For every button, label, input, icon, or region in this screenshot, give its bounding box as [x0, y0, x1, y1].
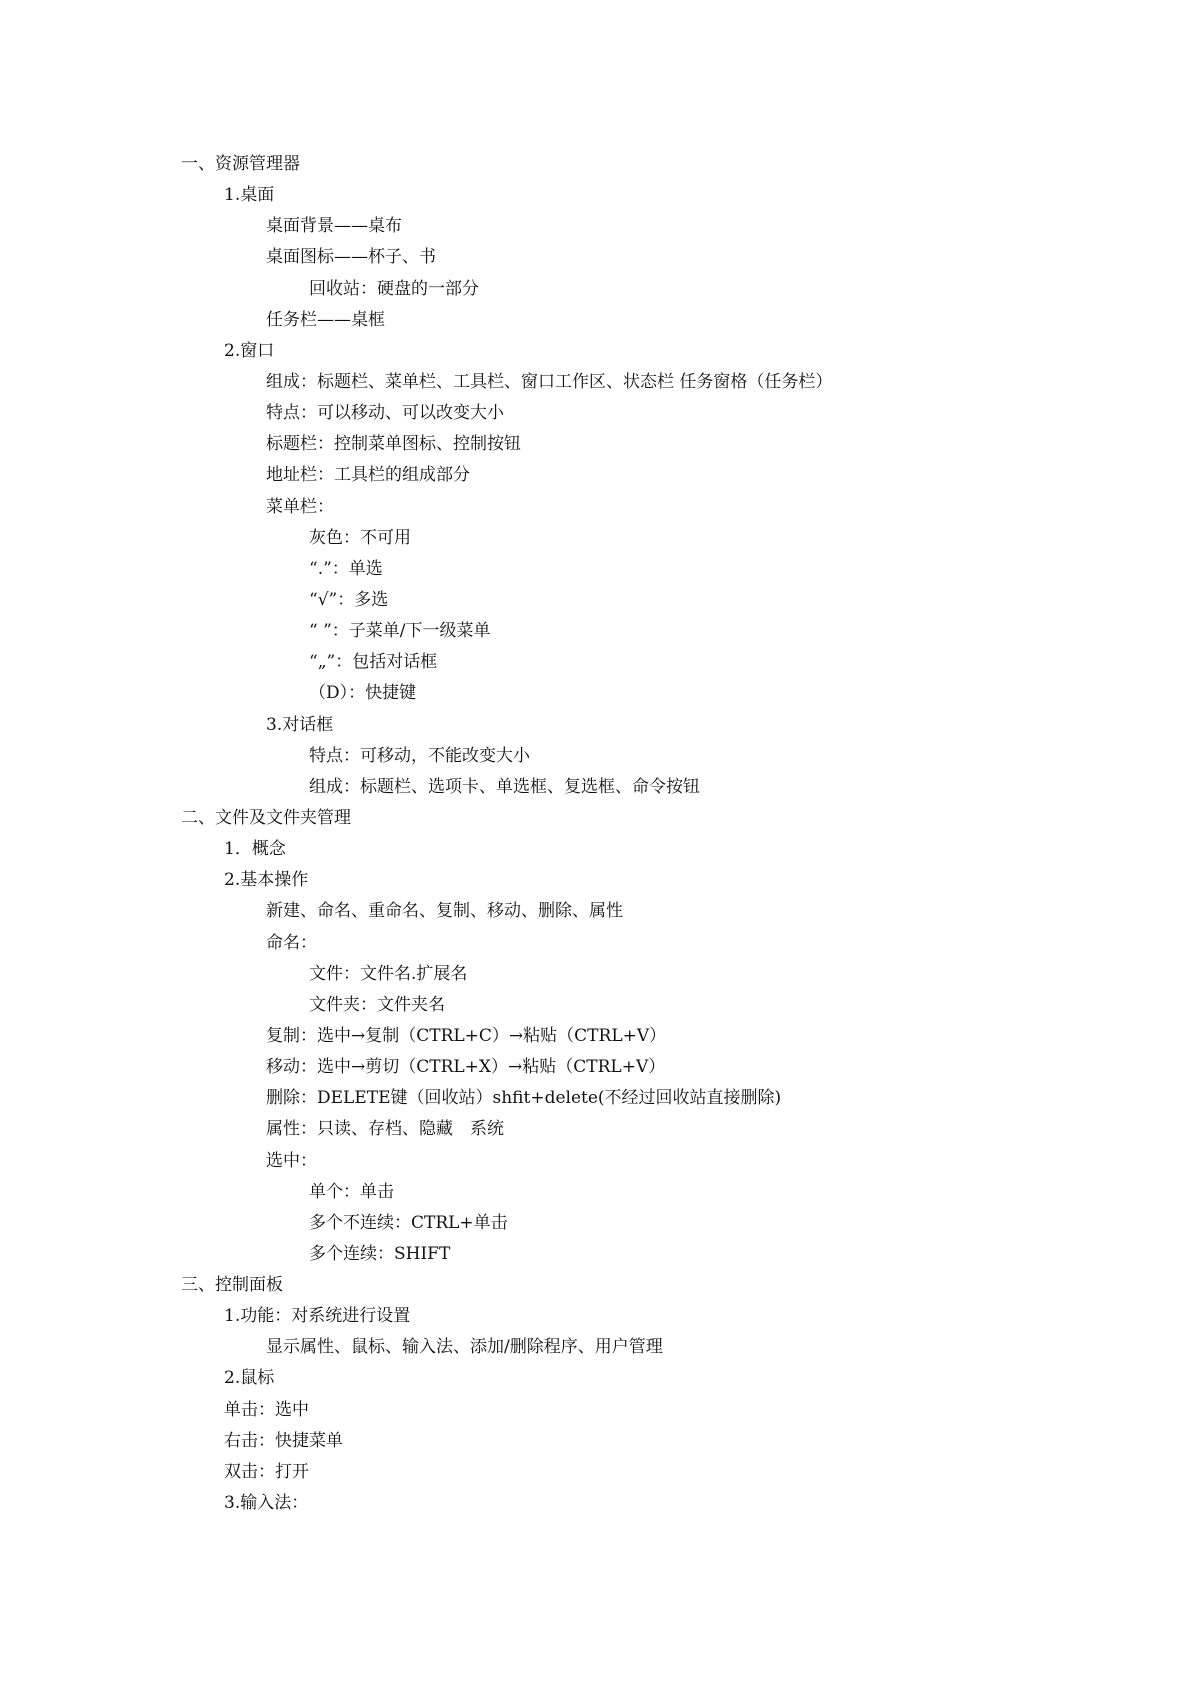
outline-item: 复制：选中→复制（CTRL+C）→粘贴（CTRL+V） [266, 1025, 667, 1046]
subsection-heading: 2.窗口 [224, 340, 275, 361]
outline-item: 回收站：硬盘的一部分 [309, 278, 479, 299]
outline-item: “.”：单选 [309, 558, 383, 579]
outline-item: 特点：可移动，不能改变大小 [309, 745, 530, 766]
outline-item: 任务栏——桌框 [266, 309, 385, 330]
section-heading: 一、资源管理器 [181, 154, 300, 174]
subsection-heading: 2.鼠标 [224, 1368, 275, 1389]
outline-item: 删除：DELETE键（回收站）shfit+delete(不经过回收站直接删除) [266, 1088, 782, 1109]
outline-item: “„”：包括对话框 [309, 652, 438, 673]
outline-item: 桌面图标——杯子、书 [266, 247, 436, 268]
subsection-heading: 单击：选中 [224, 1399, 309, 1420]
outline-item: 选中： [266, 1150, 317, 1171]
outline-item: 标题栏：控制菜单图标、控制按钮 [266, 434, 521, 455]
outline-item: 灰色：不可用 [309, 527, 411, 548]
outline-item: 组成：标题栏、选项卡、单选框、复选框、命令按钮 [309, 776, 700, 797]
outline-item: 3.对话框 [266, 714, 334, 735]
document-body [0, 149, 1191, 1519]
subsection-heading: 双击：打开 [224, 1461, 309, 1482]
section-heading: 二、文件及文件夹管理 [181, 807, 351, 828]
outline-item: 菜单栏： [266, 496, 334, 517]
subsection-heading: 1．概念 [224, 839, 286, 860]
outline-item: 命名： [266, 932, 317, 953]
outline-item: 特点：可以移动、可以改变大小 [266, 403, 504, 424]
outline-item: 单个：单击 [309, 1181, 394, 1202]
outline-item: 多个不连续：CTRL+单击 [309, 1212, 508, 1233]
outline-item: 文件夹：文件夹名 [309, 994, 445, 1015]
subsection-heading: 2.基本操作 [224, 870, 309, 891]
subsection-heading: 右击：快捷菜单 [224, 1430, 343, 1451]
subsection-heading: 1.桌面 [224, 185, 275, 206]
subsection-heading: 1.功能：对系统进行设置 [224, 1306, 411, 1327]
outline-item: 文件：文件名.扩展名 [309, 963, 468, 984]
outline-item: （D）：快捷键 [309, 683, 417, 704]
section-heading: 三、控制面板 [181, 1275, 283, 1296]
outline-item: 属性：只读、存档、隐藏 系统 [266, 1119, 504, 1140]
outline-item: 多个连续：SHIFT [309, 1243, 451, 1264]
subsection-heading: 3.输入法： [224, 1493, 309, 1514]
outline-item: 桌面背景——桌布 [266, 216, 402, 237]
outline-item: 移动：选中→剪切（CTRL+X）→粘贴（CTRL+V） [266, 1057, 666, 1078]
outline-item: 新建、命名、重命名、复制、移动、删除、属性 [266, 901, 623, 922]
outline-item: 地址栏：工具栏的组成部分 [266, 465, 470, 486]
outline-item: 显示属性、鼠标、输入法、添加/删除程序、用户管理 [266, 1337, 663, 1358]
outline-item: 组成：标题栏、菜单栏、工具栏、窗口工作区、状态栏 任务窗格（任务栏） [266, 371, 833, 392]
outline-item: “ ”：子菜单/下一级菜单 [309, 621, 491, 642]
outline-item: “√”：多选 [309, 589, 389, 610]
